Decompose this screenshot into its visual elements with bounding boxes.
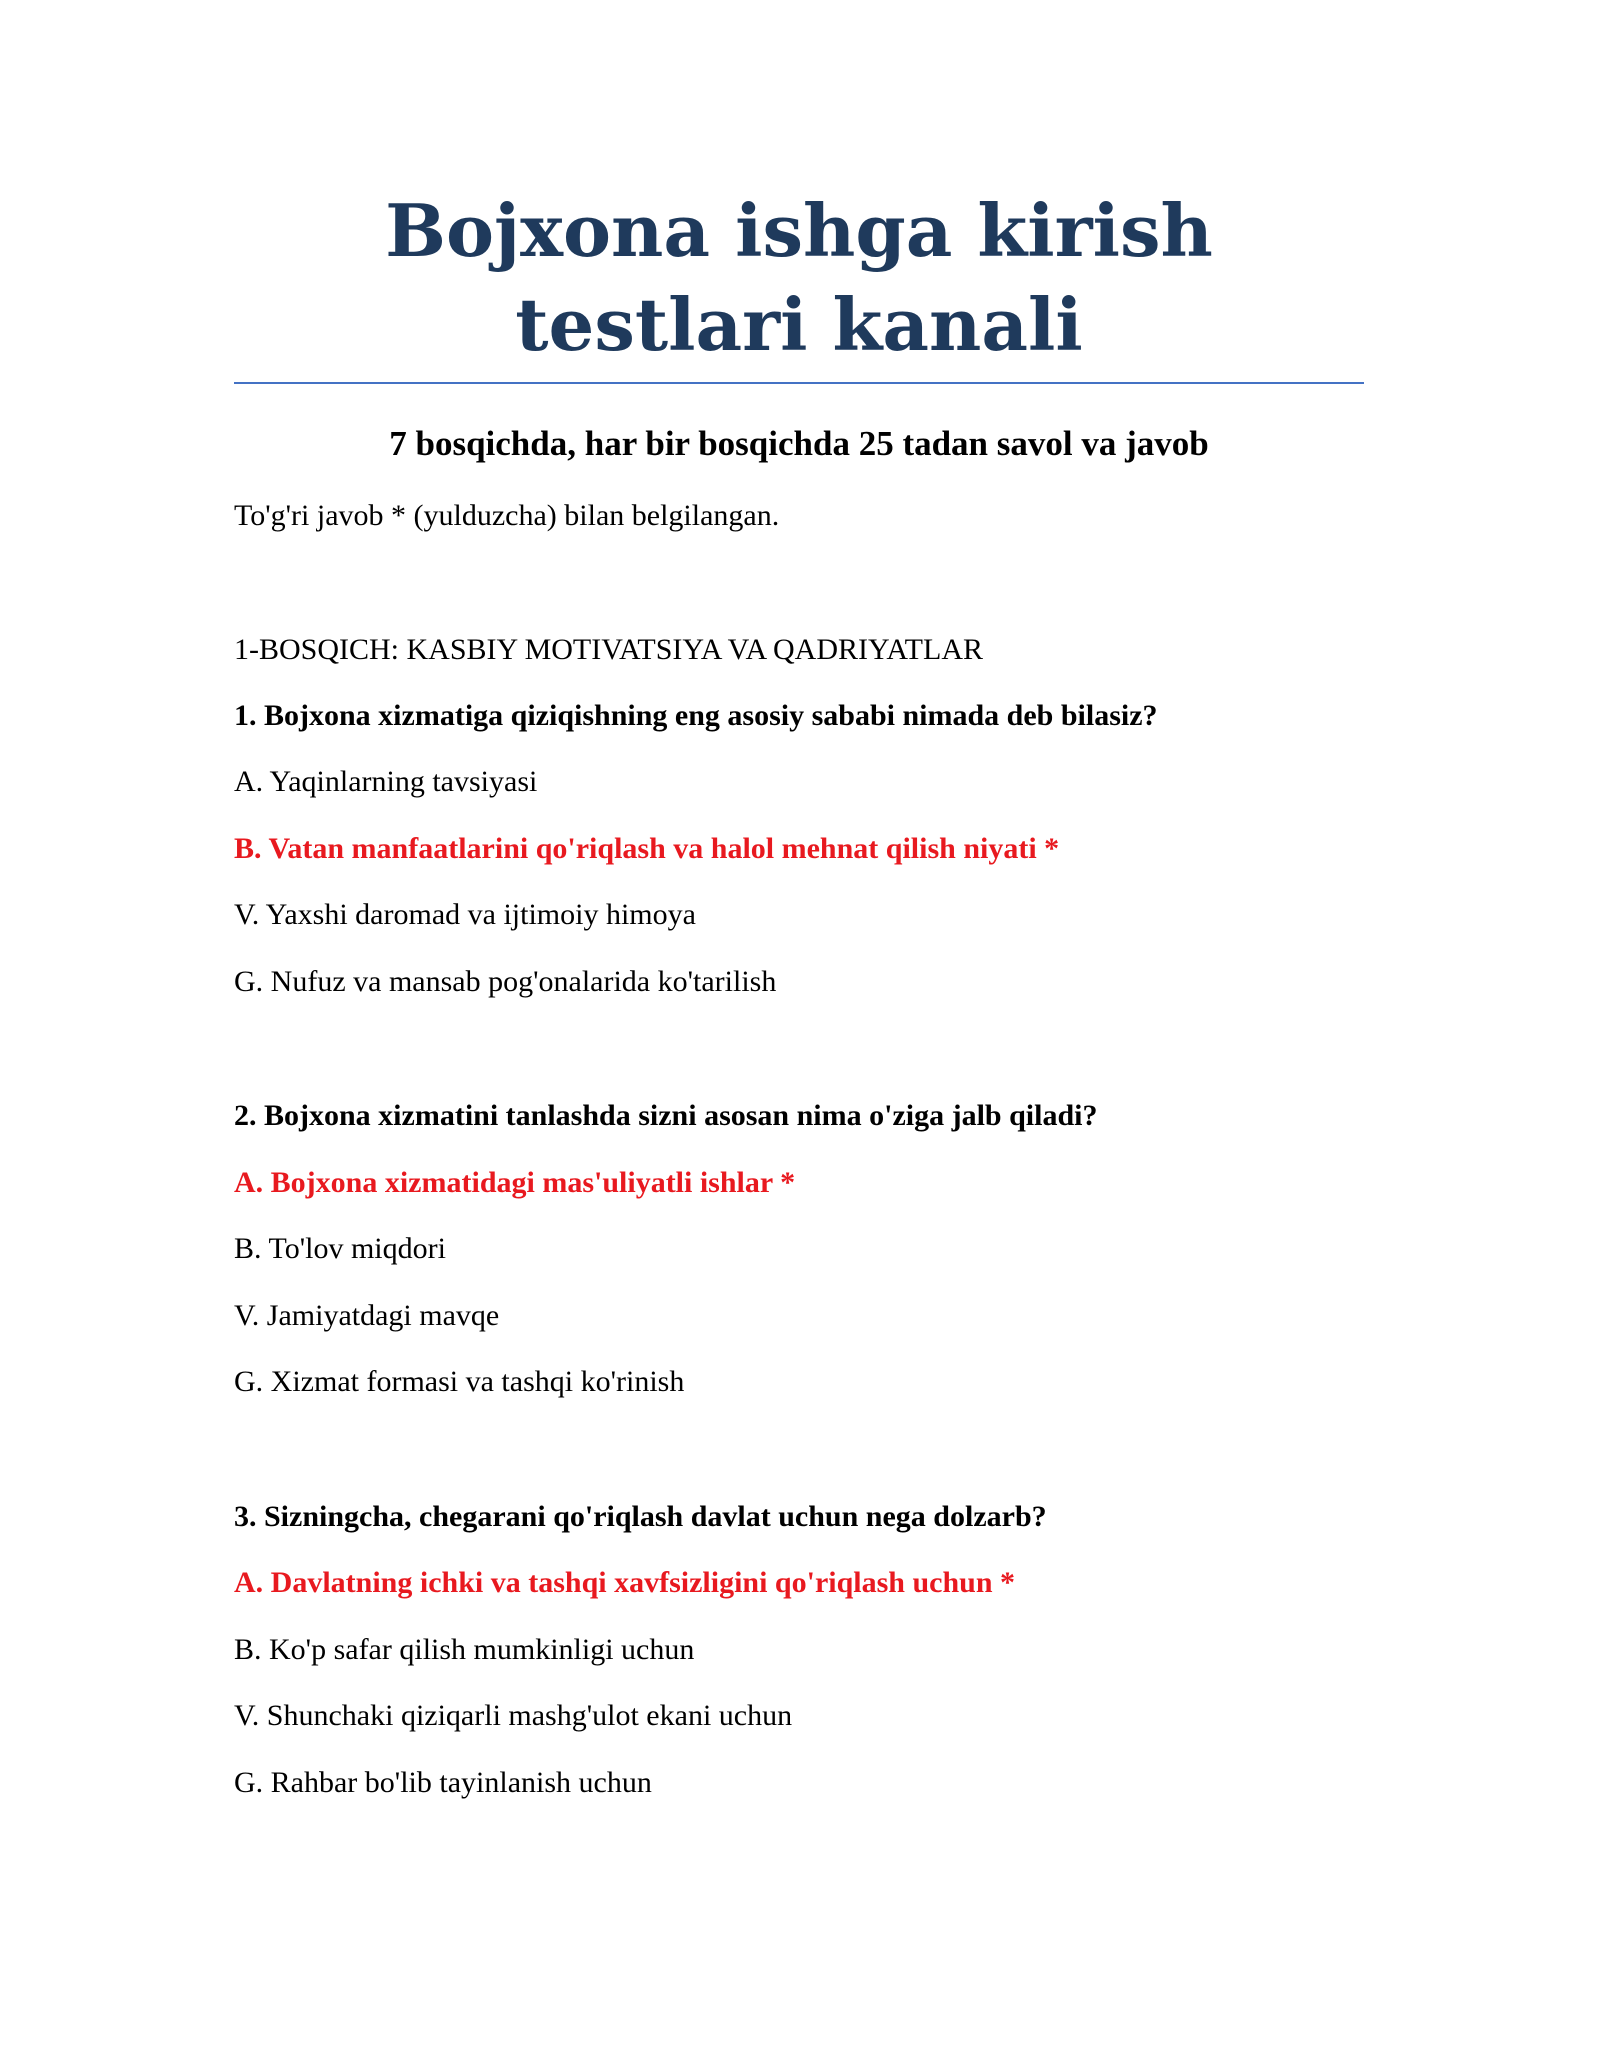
question-2-option-a-correct: A. Bojxona xizmatidagi mas'uliyatli ishlar *: [234, 1166, 796, 1199]
question-2-option-g: G. Xizmat formasi va tashqi ko'rinish: [234, 1365, 685, 1398]
answer-key-note: To'g'ri javob * (yulduzcha) bilan belgilangan.: [234, 499, 780, 532]
question-1-option-b-correct: B. Vatan manfaatlarini qo'riqlash va halol mehnat qilish niyati *: [234, 832, 1060, 865]
question-3: 3. Sizningcha, chegarani qo'riqlash davlat uchun nega dolzarb?: [234, 1500, 1047, 1533]
question-2-option-b: B. To'lov miqdori: [234, 1232, 446, 1265]
question-3-option-v: V. Shunchaki qiziqarli mashg'ulot ekani uchun: [234, 1699, 793, 1732]
question-1-option-a: A. Yaqinlarning tavsiyasi: [234, 765, 538, 798]
document-title: Bojxona ishga kirish testlari kanali: [385, 188, 1213, 367]
document-subtitle: 7 bosqichda, har bir bosqichda 25 tadan savol va javob: [389, 424, 1209, 463]
question-1: 1. Bojxona xizmatiga qiziqishning eng asosiy sababi nimada deb bilasiz?: [234, 699, 1158, 732]
question-3-option-a-correct: A. Davlatning ichki va tashqi xavfsizligini qo'riqlash uchun *: [234, 1566, 1016, 1599]
question-3-option-b: B. Ko'p safar qilish mumkinligi uchun: [234, 1633, 695, 1666]
question-2: 2. Bojxona xizmatini tanlashda sizni asosan nima o'ziga jalb qiladi?: [234, 1099, 1098, 1132]
question-1-option-v: V. Yaxshi daromad va ijtimoiy himoya: [234, 898, 696, 931]
question-2-option-v: V. Jamiyatdagi mavqe: [234, 1299, 500, 1332]
question-1-option-g: G. Nufuz va mansab pog'onalarida ko'tarilish: [234, 965, 777, 998]
question-3-option-g: G. Rahbar bo'lib tayinlanish uchun: [234, 1766, 652, 1799]
title-divider: [234, 382, 1364, 384]
section-heading: 1-BOSQICH: KASBIY MOTIVATSIYA VA QADRIYATLAR: [234, 633, 983, 666]
